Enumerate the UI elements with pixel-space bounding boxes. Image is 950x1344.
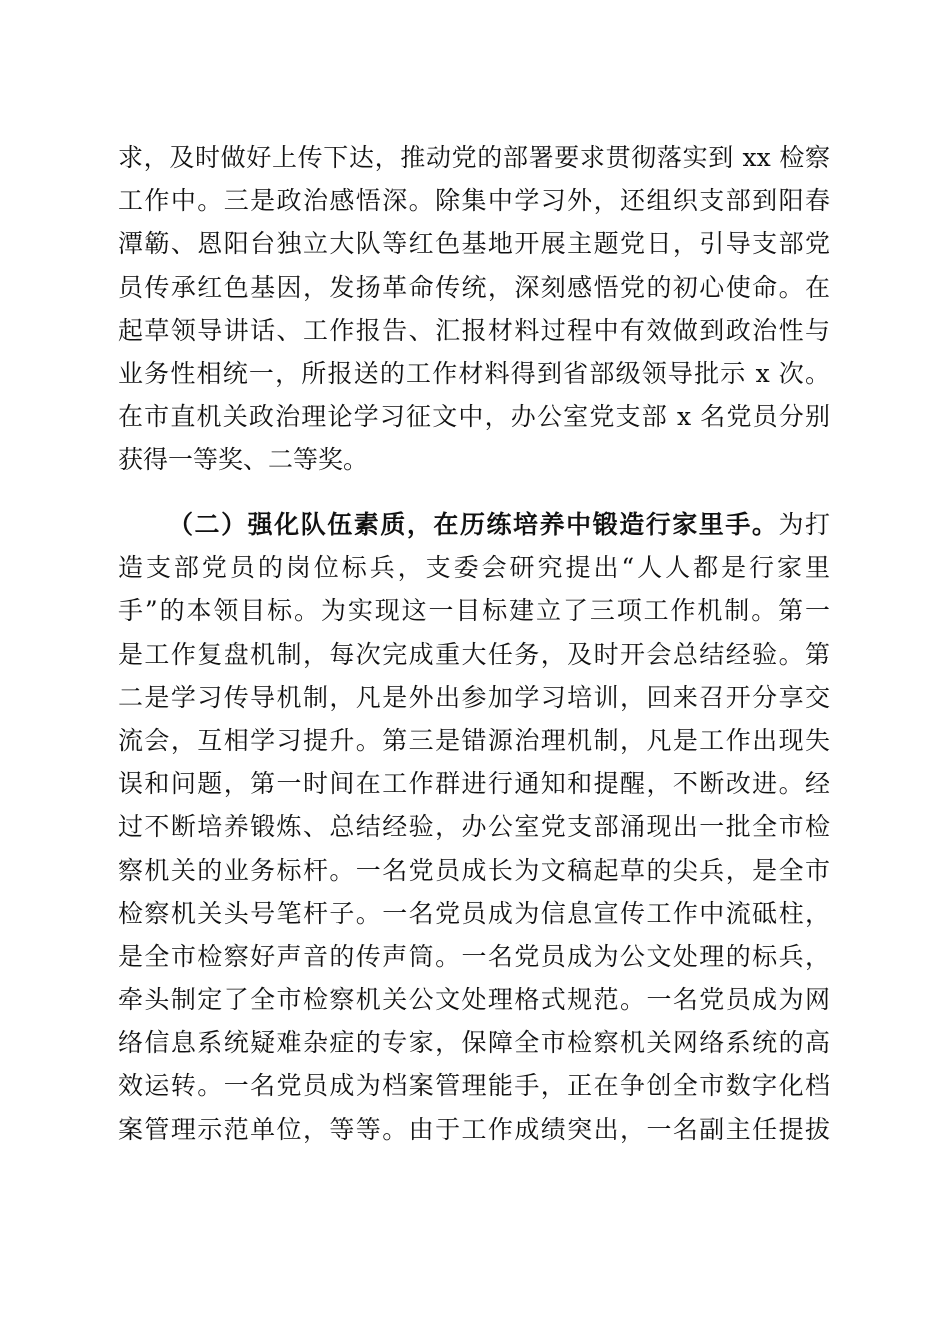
text-line: 在市直机关政治理论学习征文中，办公室党支部 x 名党员分别 — [118, 402, 830, 432]
text-line: 案管理示范单位，等等。由于工作成绩突出，一名副主任提拔 — [118, 1114, 830, 1144]
text-line: 求，及时做好上传下达，推动党的部署要求贯彻落实到 xx 检察 — [118, 143, 830, 172]
text-line: 是全市检察好声音的传声筒。一名党员成为公文处理的标兵， — [118, 941, 830, 971]
paragraph-team-quality — [118, 503, 830, 1151]
text-line: 员传承红色基因，发扬革命传统，深刻感悟党的初心使命。在 — [118, 272, 830, 302]
section-heading-line — [118, 503, 830, 546]
paragraph-political-awareness — [118, 136, 830, 482]
text-line: 检察机关头号笔杆子。一名党员成为信息宣传工作中流砥柱， — [118, 898, 830, 928]
heading-line-rest: 为打 — [778, 510, 830, 539]
section-heading: （二）强化队伍素质，在历练培养中锻造行家里手。 — [168, 510, 779, 539]
text-line: 潭簕、恩阳台独立大队等红色基地开展主题党日，引导支部党 — [118, 229, 830, 259]
text-line: 获得一等奖、二等奖。 — [118, 445, 369, 475]
text-line: 牵头制定了全市检察机关公文处理格式规范。一名党员成为网 — [118, 985, 830, 1015]
text-line: 造支部党员的岗位标兵，支委会研究提出“人人都是行家里 — [118, 553, 830, 583]
text-line: 业务性相统一，所报送的工作材料得到省部级领导批示 x 次。 — [118, 358, 830, 388]
text-line: 效运转。一名党员成为档案管理能手，正在争创全市数字化档 — [118, 1071, 830, 1101]
text-line: 工作中。三是政治感悟深。除集中学习外，还组织支部到阳春 — [118, 186, 830, 216]
text-line: 起草领导讲话、工作报告、汇报材料过程中有效做到政治性与 — [118, 315, 830, 345]
text-line: 络信息系统疑难杂症的专家，保障全市检察机关网络系统的高 — [118, 1028, 830, 1058]
text-line: 过不断培养锻炼、总结经验，办公室党支部涌现出一批全市检 — [118, 812, 830, 842]
text-line: 二是学习传导机制，凡是外出参加学习培训，回来召开分享交 — [118, 682, 830, 712]
text-line: 误和问题，第一时间在工作群进行通知和提醒，不断改进。经 — [118, 769, 830, 799]
text-line: 手”的本领目标。为实现这一目标建立了三项工作机制。第一 — [118, 596, 830, 626]
text-line: 流会，互相学习提升。第三是错源治理机制，凡是工作出现失 — [118, 725, 830, 755]
text-line: 是工作复盘机制，每次完成重大任务，及时开会总结经验。第 — [118, 639, 830, 669]
text-line: 察机关的业务标杆。一名党员成长为文稿起草的尖兵，是全市 — [118, 855, 830, 885]
